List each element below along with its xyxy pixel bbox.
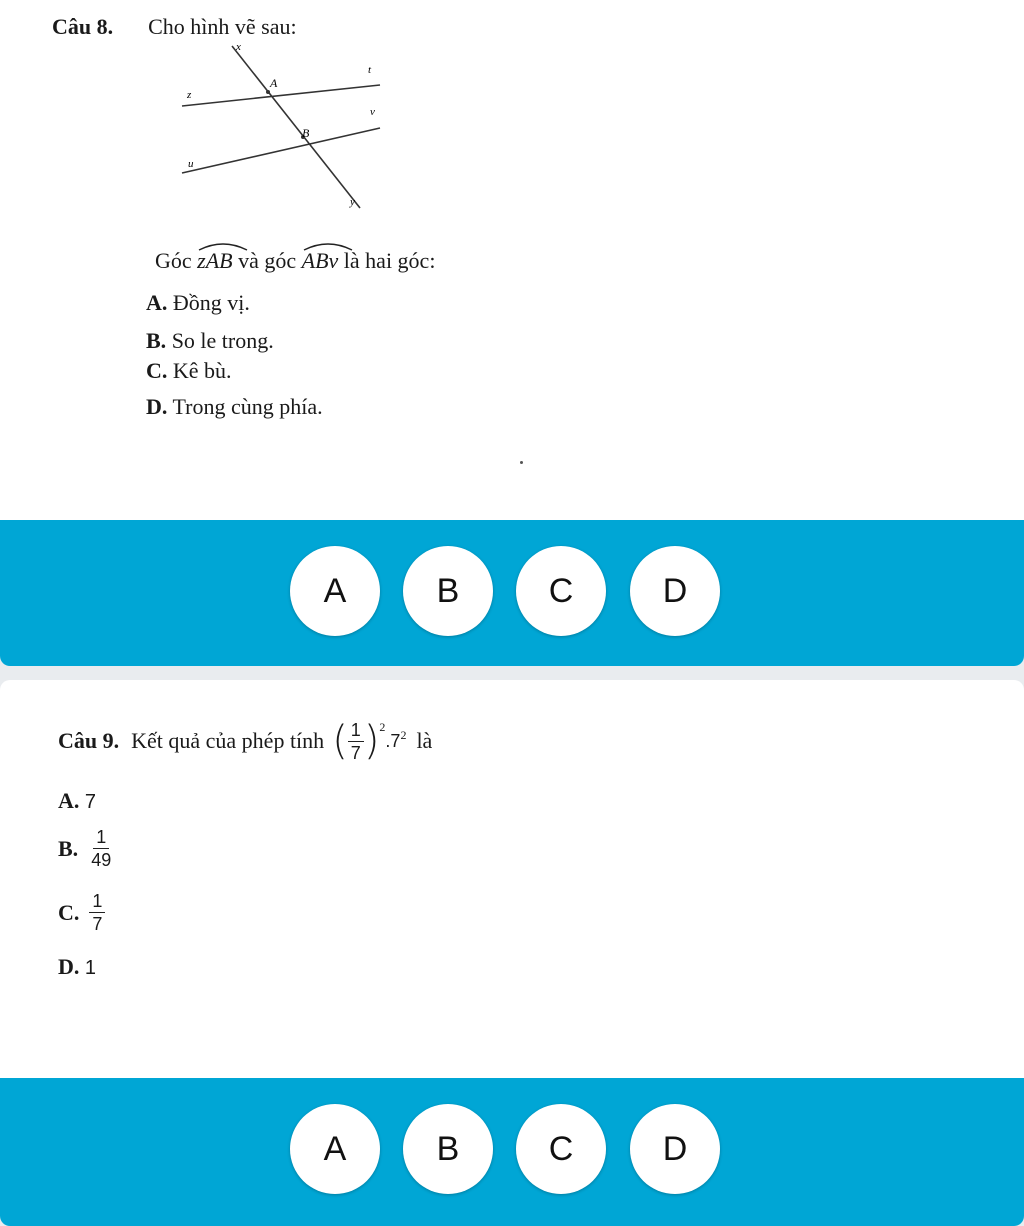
angle-abv xyxy=(302,248,339,274)
question-8-header xyxy=(52,14,297,40)
multiplier-exponent: 2 xyxy=(400,727,407,742)
option-text: Kê bù. xyxy=(172,358,232,383)
fraction-numerator: 1 xyxy=(89,890,105,913)
question-8-option-d xyxy=(146,394,323,420)
question-8-option-a xyxy=(146,290,250,316)
question-9-number: Câu 9. xyxy=(58,728,120,753)
fraction-denominator: 7 xyxy=(92,914,103,934)
option-letter: D. xyxy=(58,954,80,979)
option-text: Trong cùng phía. xyxy=(172,394,323,419)
fraction-denominator: 7 xyxy=(350,742,361,763)
option-letter: B. xyxy=(146,328,167,353)
option-text: Đồng vị. xyxy=(172,290,250,315)
option-letter: A. xyxy=(146,290,168,315)
question-9-card xyxy=(0,680,1024,1226)
question-8-stem xyxy=(155,248,435,274)
label-t: t xyxy=(368,64,372,76)
question-9-option-d xyxy=(58,954,96,980)
line-uv xyxy=(182,128,380,173)
stem-prefix: Góc xyxy=(155,248,192,273)
power-exponent: 2 xyxy=(379,719,386,734)
answer-a-button[interactable]: A xyxy=(290,1104,380,1194)
answer-b-button[interactable]: B xyxy=(403,1104,493,1194)
answer-c-button[interactable]: C xyxy=(516,1104,606,1194)
right-paren: ) xyxy=(363,718,380,764)
answer-bar-q8 xyxy=(0,520,1024,666)
answer-bar-q9 xyxy=(0,1078,1024,1226)
question-8-number: Câu 8. xyxy=(52,14,114,39)
fraction-numerator: 1 xyxy=(93,826,109,849)
angle-hat-icon xyxy=(197,238,249,252)
fraction-1-7 xyxy=(348,719,364,764)
label-b: B xyxy=(302,126,310,140)
label-z: z xyxy=(187,89,192,101)
angle-hat-icon xyxy=(302,238,354,252)
option-letter: D. xyxy=(146,394,168,419)
option-fraction xyxy=(89,890,105,935)
line-zt xyxy=(182,85,380,106)
angle-zab-text: zAB xyxy=(197,248,233,273)
label-a: A xyxy=(270,76,278,90)
option-letter: C. xyxy=(58,899,80,925)
multiplier: .7 xyxy=(385,730,401,751)
question-8-option-c xyxy=(146,358,232,384)
question-8-prompt: Cho hình vẽ sau: xyxy=(148,14,297,39)
option-text: 7 xyxy=(84,791,97,813)
option-fraction xyxy=(88,826,114,871)
left-paren: ( xyxy=(332,718,348,764)
label-u: u xyxy=(188,158,194,170)
angle-abv-text: ABv xyxy=(301,248,339,273)
option-letter: B. xyxy=(58,835,79,861)
stray-mark xyxy=(520,461,523,464)
stem-mid: và góc xyxy=(238,248,297,273)
option-letter: A. xyxy=(58,788,80,813)
transversal-xy xyxy=(232,46,360,208)
parallel-lines-figure xyxy=(170,40,400,220)
option-letter: C. xyxy=(146,358,168,383)
fraction-numerator: 1 xyxy=(348,719,364,742)
option-text: So le trong. xyxy=(171,328,274,353)
question-9-option-b xyxy=(58,826,114,871)
question-9-option-a xyxy=(58,788,96,814)
answer-d-button[interactable]: D xyxy=(630,1104,720,1194)
point-a xyxy=(266,90,270,94)
question-9-header xyxy=(58,718,432,764)
answer-d-button[interactable]: D xyxy=(630,546,720,636)
answer-c-button[interactable]: C xyxy=(516,546,606,636)
angle-zab xyxy=(197,248,232,274)
question-8-option-b xyxy=(146,328,274,354)
option-text: 1 xyxy=(84,957,97,979)
label-y: y xyxy=(350,196,355,208)
question-9-option-c xyxy=(58,890,105,935)
question-9-suffix: là xyxy=(416,728,433,753)
stem-suffix: là hai góc: xyxy=(343,248,436,273)
answer-b-button[interactable]: B xyxy=(403,546,493,636)
label-v: v xyxy=(370,106,375,118)
answer-a-button[interactable]: A xyxy=(290,546,380,636)
fraction-denominator: 49 xyxy=(91,850,112,870)
label-x: x xyxy=(236,41,241,53)
question-9-prompt: Kết quả của phép tính xyxy=(131,728,325,753)
